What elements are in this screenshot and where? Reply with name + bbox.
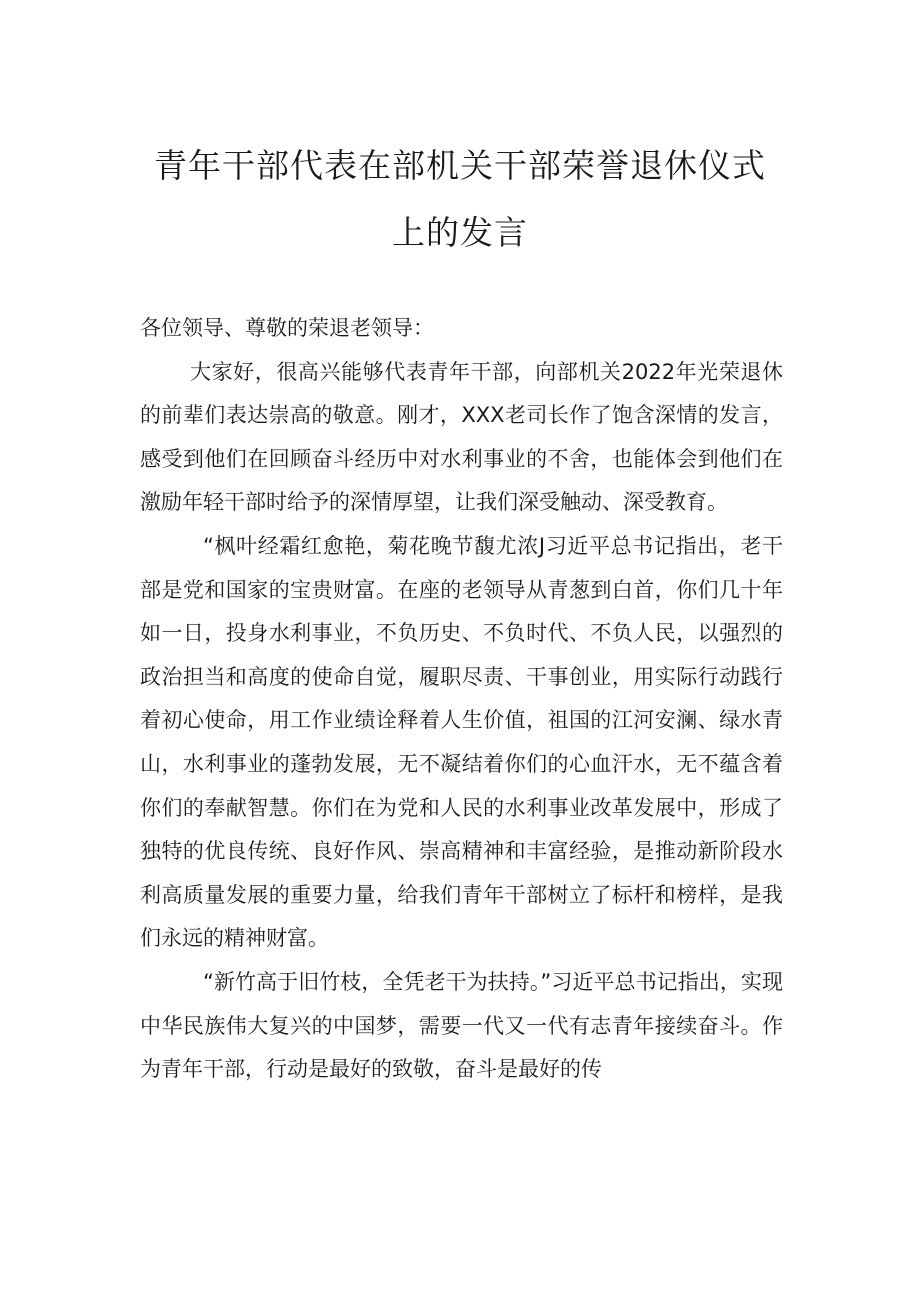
paragraph-greeting: 大家好，很高兴能够代表青年干部，向部机关2022年光荣退休的前辈们表达崇高的敬意。刚才，XXX老司长作了饱含深情的发言，感受到他们在回顾奋斗经历中对水利事业的不舍，也能体会到他们在激励年轻干部时给予的深情厚望，让我们深受触动、深受教育。 xyxy=(140,359,783,515)
paragraph-bamboo-quote: “新竹高于旧竹枝，全凭老干为扶持。”习近平总书记指出，实现中华民族伟大复兴的中国梦，需要一代又一代有志青年接续奋斗。作为青年干部，行动是最好的致敬，奋斗是最好的传 xyxy=(140,969,783,1082)
salutation: 各位领导、尊敬的荣退老领导： xyxy=(140,316,434,340)
document-body xyxy=(140,307,783,1092)
document-title-line-2: 上的发言 xyxy=(392,213,528,252)
document-title-line-1: 青年干部代表在部机关干部荣誉退休仪式 xyxy=(154,146,766,185)
paragraph-maple-leaf-quote: “枫叶经霜红愈艳，菊花晚节馥尤浓J习近平总书记指出，老干部是党和国家的宝贵财富。在座的老领导从青葱到白首，你们几十年如一日，投身水利事业，不负历史、不负时代、不负人民，以强烈的政治担当和高度的使命自觉，履职尽责、干事创业，用实际行动践行着初心使命，用工作业绩诠释着人生价值，祖国的江河安澜、绿水青山，水利事业的蓬勃发展，无不凝结着你们的心血汗水，无不蕴含着你们的奉献智慧。你们在为党和人民的水利事业改革发展中，形成了独特的优良传统、良好作风、崇高精神和丰富经验，是推动新阶段水利高质量发展的重要力量，给我们青年干部树立了标杆和榜样，是我们永远的精神财富。 xyxy=(140,533,783,951)
